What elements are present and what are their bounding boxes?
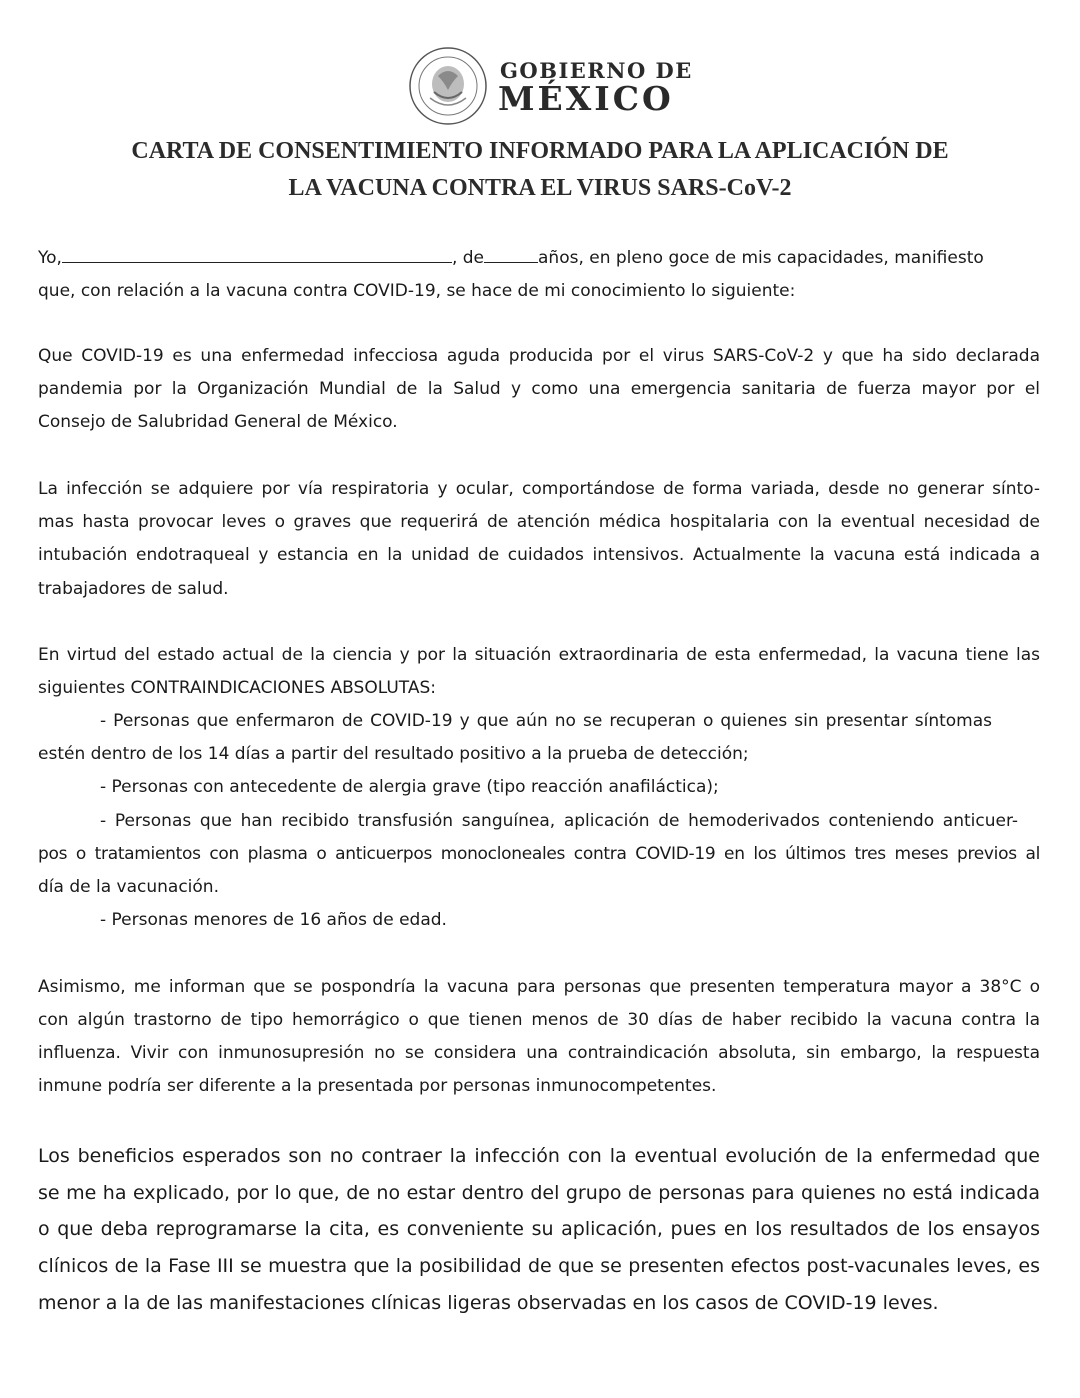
p3-line: siguientes CONTRAINDICACIONES ABSOLUTAS: (38, 678, 436, 698)
document-title-line1: CARTA DE CONSENTIMIENTO INFORMADO PARA LA APLICACIÓN DE (131, 138, 949, 164)
p5-line: clínicos de la Fase III se muestra que la posibilidad de que se presenten efectos post-vacunales leves, es (38, 1255, 1040, 1277)
age-blank[interactable] (484, 246, 538, 263)
p4-line: influenza. Vivir con inmunosupresión no se considera una contraindicación absoluta, sin embargo, la respuesta (38, 1043, 1040, 1063)
contraindication-item: estén dentro de los 14 días a partir del resultado positivo a la prueba de detección; (38, 744, 749, 764)
intro-line1 (38, 246, 984, 269)
p1-line: Que COVID-19 es una enfermedad infecciosa aguda producida por el virus SARS-CoV-2 y que ha sido declarada (38, 346, 1040, 366)
intro-rest: años, en pleno goce de mis capacidades, manifiesto (538, 248, 984, 268)
p1-line: pandemia por la Organización Mundial de la Salud y como una emergencia sanitaria de fuerza mayor por el (38, 379, 1040, 399)
contraindication-item: pos o tratamientos con plasma o anticuerpos monocloneales contra COVID-19 en los últimos tres meses previos al (38, 844, 1040, 864)
p5-line: menor a la de las manifestaciones clínicas ligeras observadas en los casos de COVID-19 leves. (38, 1292, 939, 1314)
contraindication-item: - Personas que enfermaron de COVID-19 y que aún no se recuperan o quienes sin presentar síntomas (100, 711, 992, 731)
intro-line2: que, con relación a la vacuna contra COVID-19, se hace de mi conocimiento lo siguiente: (38, 281, 796, 301)
p5-line: se me ha explicado, por lo que, de no estar dentro del grupo de personas para quienes no está indicada (38, 1182, 1040, 1204)
p5-line: o que deba reprogramarse la cita, es conveniente su aplicación, pues en los resultados de los ensayos (38, 1218, 1040, 1240)
p2-line: trabajadores de salud. (38, 579, 229, 599)
p4-line: con algún trastorno de tipo hemorrágico o que tienen menos de 30 días de haber recibido la vacuna contra la (38, 1010, 1040, 1030)
contraindication-item: día de la vacunación. (38, 877, 219, 897)
p1-line: Consejo de Salubridad General de México. (38, 412, 398, 432)
contraindication-item: - Personas que han recibido transfusión sanguínea, aplicación de hemoderivados conteniendo anticuer- (100, 811, 1018, 831)
intro-yo: Yo, (38, 248, 62, 268)
contraindication-item: - Personas menores de 16 años de edad. (100, 910, 447, 930)
p3-line: En virtud del estado actual de la ciencia y por la situación extraordinaria de esta enfermedad, la vacuna tiene las (38, 645, 1040, 665)
p2-line: La infección se adquiere por vía respiratoria y ocular, comportándose de forma variada, desde no generar sínto- (38, 479, 1040, 499)
p4-line: Asimismo, me informan que se pospondría la vacuna para personas que presenten temperatura mayor a 38°C o (38, 977, 1040, 997)
p2-line: mas hasta provocar leves o graves que requerirá de atención médica hospitalaria con la eventual necesidad de (38, 512, 1040, 532)
intro-de: , de (451, 248, 484, 268)
document-title-line2: LA VACUNA CONTRA EL VIRUS SARS-CoV-2 (288, 175, 792, 201)
government-header (408, 46, 693, 126)
header-line1: GOBIERNO DE (500, 58, 693, 83)
contraindication-item: - Personas con antecedente de alergia grave (tipo reacción anafiláctica); (100, 777, 719, 797)
header-line2: MÉXICO (498, 79, 674, 118)
name-blank[interactable] (62, 246, 452, 263)
p5-line: Los beneficios esperados son no contraer la infección con la eventual evolución de la enfermedad que (38, 1145, 1040, 1167)
p4-line: inmune podría ser diferente a la presentada por personas inmunocompetentes. (38, 1076, 717, 1096)
national-seal-icon (408, 46, 488, 126)
p2-line: intubación endotraqueal y estancia en la unidad de cuidados intensivos. Actualmente la vacuna está indicada a (38, 545, 1040, 565)
